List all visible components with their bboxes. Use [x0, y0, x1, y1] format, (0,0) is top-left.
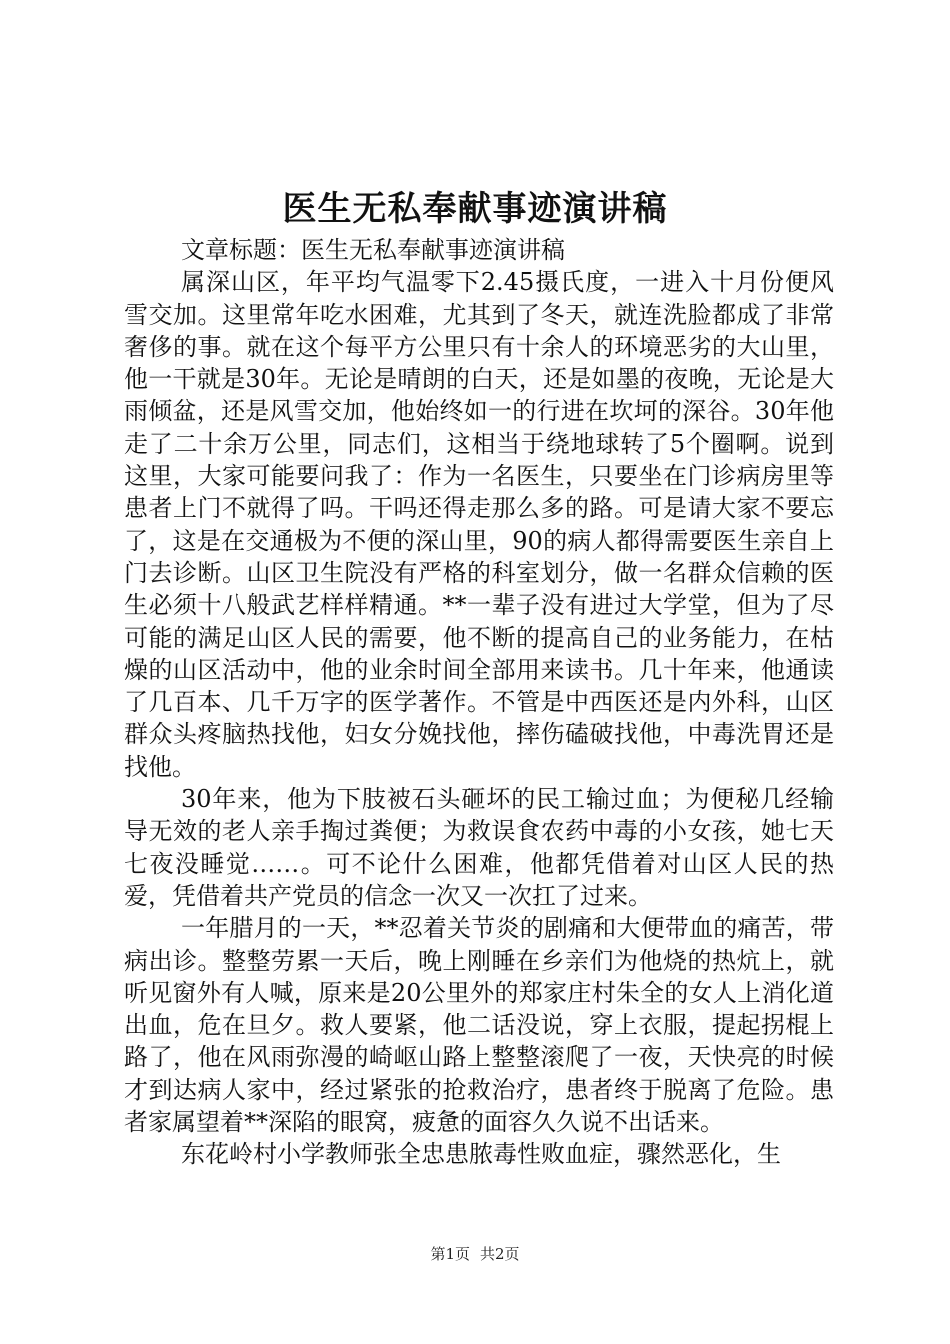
paragraph-2: 30年来，他为下肢被石头砸坏的民工输过血；为便秘几经输导无效的老人亲手掏过粪便；为救误食农药中毒的小女孩，她七天七夜没睡觉……。可不论什么困难，他都凭借着对山区人民的热爱，凭借着共产党员的信念一次又一次扛了过来。 — [124, 785, 834, 910]
paragraph-3: 一年腊月的一天，**忍着关节炎的剧痛和大便带血的痛苦，带病出诊。整整劳累一天后，晚上刚睡在乡亲们为他烧的热炕上，就听见窗外有人喊，原来是20公里外的郑家庄村朱全的女人上消化道出血，危在旦夕。救人要紧，他二话没说，穿上衣服，提起拐棍上路了，他在风雨弥漫的崎岖山路上整整滚爬了一夜，天快亮的时候才到达病人家中，经过紧张的抢救治疗，患者终于脱离了危险。患者家属望着**深陷的眼窝，疲惫的面容久久说不出话来。 — [124, 914, 834, 1137]
document-title: 医生无私奉献事迹演讲稿 — [282, 189, 668, 229]
page-number: 第1页 — [430, 1245, 470, 1263]
page-footer — [0, 1244, 950, 1264]
document-body — [124, 234, 834, 1171]
paragraph-1: 属深山区，年平均气温零下2.45摄氏度，一进入十月份便风雪交加。这里常年吃水困难，尤其到了冬天，就连洗脸都成了非常奢侈的事。就在这个每平方公里只有十余人的环境恶劣的大山里，他一干就是30年。无论是晴朗的白天，还是如墨的夜晚，无论是大雨倾盆，还是风雪交加，他始终如一的行进在坎坷的深谷。30年他走了二十余万公里，同志们，这相当于绕地球转了5个圈啊。说到这里，大家可能要问我了：作为一名医生，只要坐在门诊病房里等患者上门不就得了吗。干吗还得走那么多的路。可是请大家不要忘了，这是在交通极为不便的深山里，90的病人都得需要医生亲自上门去诊断。山区卫生院没有严格的科室划分，做一名群众信赖的医生必须十八般武艺样样精通。**一辈子没有进过大学堂，但为了尽可能的满足山区人民的需要，他不断的提高自己的业务能力，在枯燥的山区活动中，他的业余时间全部用来读书。几十年来，他通读了几百本、几千万字的医学著作。不管是中西医还是内外科，山区群众头疼脑热找他，妇女分娩找他，摔伤磕破找他，中毒洗胃还是找他。 — [124, 268, 834, 781]
paragraph-4: 东花岭村小学教师张全忠患脓毒性败血症，骤然恶化，生 — [181, 1140, 781, 1169]
paragraph-article-title: 文章标题：医生无私奉献事迹演讲稿 — [181, 236, 565, 264]
page-total: 共2页 — [480, 1245, 520, 1263]
